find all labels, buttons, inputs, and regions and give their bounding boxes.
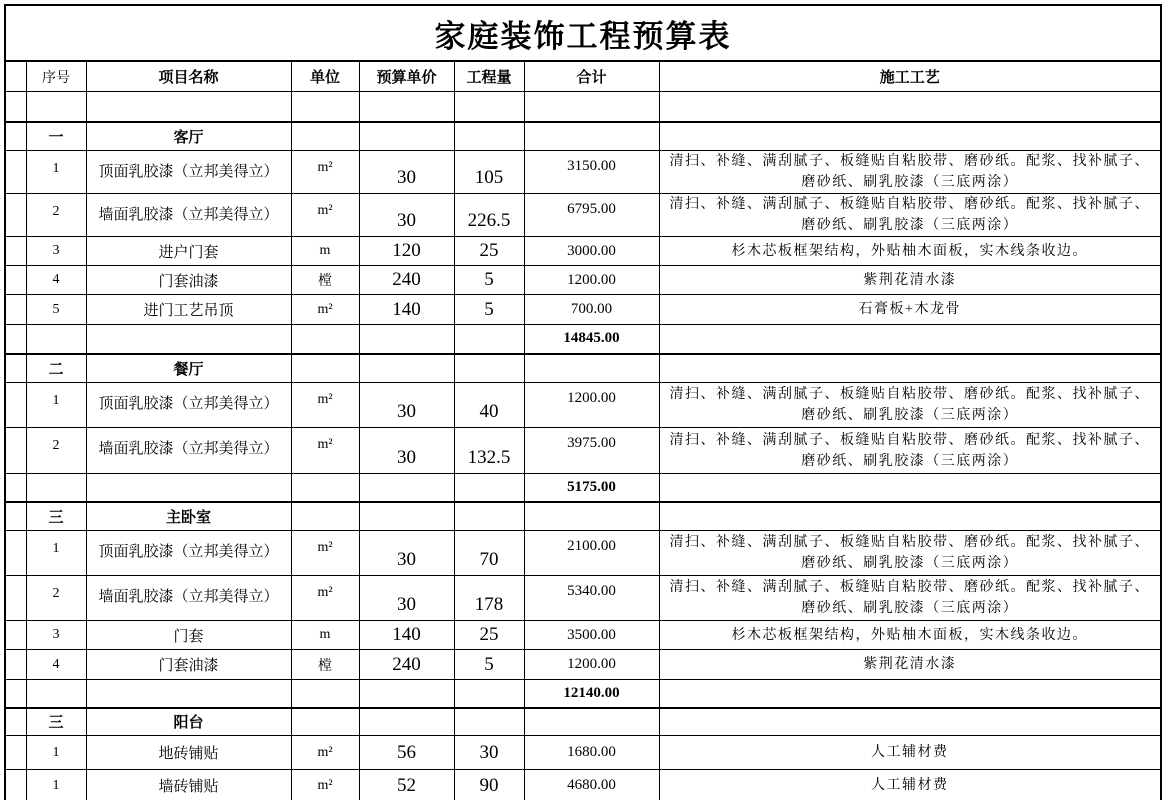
cell-process [659,122,1161,151]
cell-total: 12140.00 [524,680,659,708]
cell-qty: 25 [454,621,524,650]
gutter-cell [5,122,26,151]
section-row [5,122,1161,151]
cell-name: 墙砖铺贴 [86,770,291,800]
cell-total: 3975.00 [524,428,659,474]
cell-process: 清扫、补缝、满刮腻子、板缝贴自粘胶带、磨砂纸。配浆、找补腻子、磨砂纸、刷乳胶漆（三底两涂） [659,383,1161,428]
cell-price [359,122,454,151]
cell-no: 2 [26,576,86,621]
cell-unit: m² [291,383,359,428]
cell-unit [291,122,359,151]
cell-total [524,502,659,531]
cell-price: 140 [359,621,454,650]
cell-process [659,325,1161,354]
cell-total: 1200.00 [524,383,659,428]
blank-row [5,92,1161,122]
col-header-qty: 工程量 [454,61,524,92]
gutter-cell [5,92,26,122]
page-title: 家庭装饰工程预算表 [5,5,1161,61]
cell-unit: 樘 [291,266,359,295]
cell-qty: 25 [454,237,524,266]
cell-price: 30 [359,383,454,428]
cell-price [359,354,454,383]
cell-total: 3000.00 [524,237,659,266]
gutter-cell [5,295,26,325]
col-header-price: 预算单价 [359,61,454,92]
cell-price [359,708,454,736]
cell-no: 一 [26,122,86,151]
item-row [5,576,1161,621]
cell-process [659,92,1161,122]
item-row [5,770,1161,800]
cell-total: 5340.00 [524,576,659,621]
item-row [5,428,1161,474]
cell-name: 顶面乳胶漆（立邦美得立） [86,383,291,428]
cell-name: 门套油漆 [86,266,291,295]
cell-process: 石膏板+木龙骨 [659,295,1161,325]
cell-unit: m [291,621,359,650]
item-row [5,237,1161,266]
gutter-cell [5,770,26,800]
subtotal-row [5,325,1161,354]
cell-process: 人工辅材费 [659,736,1161,770]
cell-price: 30 [359,194,454,237]
cell-qty: 30 [454,736,524,770]
cell-name: 顶面乳胶漆（立邦美得立） [86,531,291,576]
cell-name: 顶面乳胶漆（立邦美得立） [86,151,291,194]
cell-no [26,474,86,502]
cell-unit: m² [291,531,359,576]
cell-process: 杉木芯板框架结构，外贴柚木面板，实木线条收边。 [659,237,1161,266]
cell-no: 三 [26,708,86,736]
table-body [5,92,1161,800]
cell-unit: m [291,237,359,266]
cell-name: 墙面乳胶漆（立邦美得立） [86,194,291,237]
cell-qty: 5 [454,650,524,680]
cell-unit: m² [291,770,359,800]
col-header-process: 施工工艺 [659,61,1161,92]
cell-total [524,354,659,383]
gutter-cell [5,428,26,474]
gutter-cell [5,151,26,194]
cell-no: 二 [26,354,86,383]
cell-no: 2 [26,194,86,237]
cell-price: 52 [359,770,454,800]
cell-price [359,325,454,354]
cell-qty: 5 [454,266,524,295]
item-row [5,266,1161,295]
cell-process: 清扫、补缝、满刮腻子、板缝贴自粘胶带、磨砂纸。配浆、找补腻子、磨砂纸、刷乳胶漆（三底两涂） [659,151,1161,194]
cell-qty: 178 [454,576,524,621]
cell-qty [454,325,524,354]
cell-total: 2100.00 [524,531,659,576]
gutter-header-cell [5,61,26,92]
title-row [5,5,1161,61]
cell-qty [454,680,524,708]
header-row [5,61,1161,92]
cell-total: 1200.00 [524,650,659,680]
cell-unit [291,354,359,383]
cell-process [659,502,1161,531]
section-row [5,708,1161,736]
cell-name: 主卧室 [86,502,291,531]
cell-total: 700.00 [524,295,659,325]
item-row [5,621,1161,650]
cell-unit [291,708,359,736]
cell-price [359,92,454,122]
cell-price: 56 [359,736,454,770]
cell-name: 进户门套 [86,237,291,266]
cell-unit: 樘 [291,650,359,680]
cell-price: 140 [359,295,454,325]
cell-name: 阳台 [86,708,291,736]
cell-name: 墙面乳胶漆（立邦美得立） [86,428,291,474]
cell-name: 客厅 [86,122,291,151]
cell-unit: m² [291,194,359,237]
gutter-cell [5,576,26,621]
cell-unit: m² [291,736,359,770]
cell-name [86,92,291,122]
gutter-cell [5,194,26,237]
cell-no: 5 [26,295,86,325]
cell-total: 4680.00 [524,770,659,800]
cell-name [86,680,291,708]
cell-unit: m² [291,295,359,325]
cell-no: 2 [26,428,86,474]
cell-no: 4 [26,266,86,295]
cell-name: 地砖铺贴 [86,736,291,770]
cell-process: 清扫、补缝、满刮腻子、板缝贴自粘胶带、磨砂纸。配浆、找补腻子、磨砂纸、刷乳胶漆（三底两涂） [659,428,1161,474]
cell-total: 6795.00 [524,194,659,237]
col-header-name: 项目名称 [86,61,291,92]
cell-no: 三 [26,502,86,531]
cell-no: 3 [26,237,86,266]
cell-qty: 90 [454,770,524,800]
cell-no [26,325,86,354]
cell-price: 30 [359,531,454,576]
cell-price [359,680,454,708]
item-row [5,383,1161,428]
gutter-cell [5,531,26,576]
cell-process: 清扫、补缝、满刮腻子、板缝贴自粘胶带、磨砂纸。配浆、找补腻子、磨砂纸、刷乳胶漆（三底两涂） [659,531,1161,576]
gutter-cell [5,502,26,531]
cell-unit [291,92,359,122]
cell-qty [454,474,524,502]
cell-qty: 132.5 [454,428,524,474]
gutter-cell [5,736,26,770]
item-row [5,531,1161,576]
gutter-cell [5,266,26,295]
cell-name [86,474,291,502]
cell-name: 餐厅 [86,354,291,383]
gutter-cell [5,383,26,428]
cell-process: 紫荆花清水漆 [659,266,1161,295]
cell-qty [454,354,524,383]
item-row [5,736,1161,770]
cell-total [524,92,659,122]
gutter-cell [5,325,26,354]
cell-name [86,325,291,354]
gutter-cell [5,237,26,266]
cell-price [359,474,454,502]
cell-total [524,122,659,151]
cell-unit [291,474,359,502]
section-row [5,354,1161,383]
cell-price: 30 [359,428,454,474]
cell-process: 清扫、补缝、满刮腻子、板缝贴自粘胶带、磨砂纸。配浆、找补腻子、磨砂纸、刷乳胶漆（三底两涂） [659,576,1161,621]
cell-no: 1 [26,531,86,576]
gutter-cell [5,354,26,383]
cell-qty [454,708,524,736]
cell-qty: 226.5 [454,194,524,237]
cell-total: 1200.00 [524,266,659,295]
cell-qty: 40 [454,383,524,428]
cell-process [659,680,1161,708]
section-row [5,502,1161,531]
cell-process [659,708,1161,736]
cell-price: 120 [359,237,454,266]
cell-total: 1680.00 [524,736,659,770]
col-header-unit: 单位 [291,61,359,92]
cell-no: 1 [26,151,86,194]
cell-no: 4 [26,650,86,680]
cell-no: 3 [26,621,86,650]
cell-total: 5175.00 [524,474,659,502]
col-header-no: 序号 [26,61,86,92]
cell-unit: m² [291,428,359,474]
cell-no [26,92,86,122]
gutter-cell [5,708,26,736]
subtotal-row [5,474,1161,502]
gutter-cell [5,474,26,502]
cell-unit [291,502,359,531]
cell-total: 3500.00 [524,621,659,650]
cell-price [359,502,454,531]
budget-table [4,4,1162,800]
cell-no [26,680,86,708]
cell-name: 墙面乳胶漆（立邦美得立） [86,576,291,621]
item-row [5,194,1161,237]
cell-unit [291,325,359,354]
cell-total [524,708,659,736]
cell-qty [454,122,524,151]
item-row [5,650,1161,680]
cell-total: 14845.00 [524,325,659,354]
cell-qty: 5 [454,295,524,325]
cell-process [659,354,1161,383]
cell-no: 1 [26,770,86,800]
cell-process: 清扫、补缝、满刮腻子、板缝贴自粘胶带、磨砂纸。配浆、找补腻子、磨砂纸、刷乳胶漆（三底两涂） [659,194,1161,237]
gutter-cell [5,680,26,708]
item-row [5,151,1161,194]
cell-name: 进门工艺吊顶 [86,295,291,325]
cell-process: 紫荆花清水漆 [659,650,1161,680]
cell-process: 杉木芯板框架结构，外贴柚木面板，实木线条收边。 [659,621,1161,650]
item-row [5,295,1161,325]
gutter-cell [5,621,26,650]
cell-process: 人工辅材费 [659,770,1161,800]
cell-name: 门套 [86,621,291,650]
cell-unit [291,680,359,708]
cell-qty: 105 [454,151,524,194]
cell-unit: m² [291,576,359,621]
cell-qty: 70 [454,531,524,576]
cell-total: 3150.00 [524,151,659,194]
cell-qty [454,502,524,531]
cell-price: 240 [359,650,454,680]
cell-name: 门套油漆 [86,650,291,680]
gutter-cell [5,650,26,680]
cell-no: 1 [26,736,86,770]
cell-process [659,474,1161,502]
cell-price: 30 [359,576,454,621]
cell-no: 1 [26,383,86,428]
col-header-total: 合计 [524,61,659,92]
cell-qty [454,92,524,122]
cell-unit: m² [291,151,359,194]
cell-price: 30 [359,151,454,194]
subtotal-row [5,680,1161,708]
cell-price: 240 [359,266,454,295]
